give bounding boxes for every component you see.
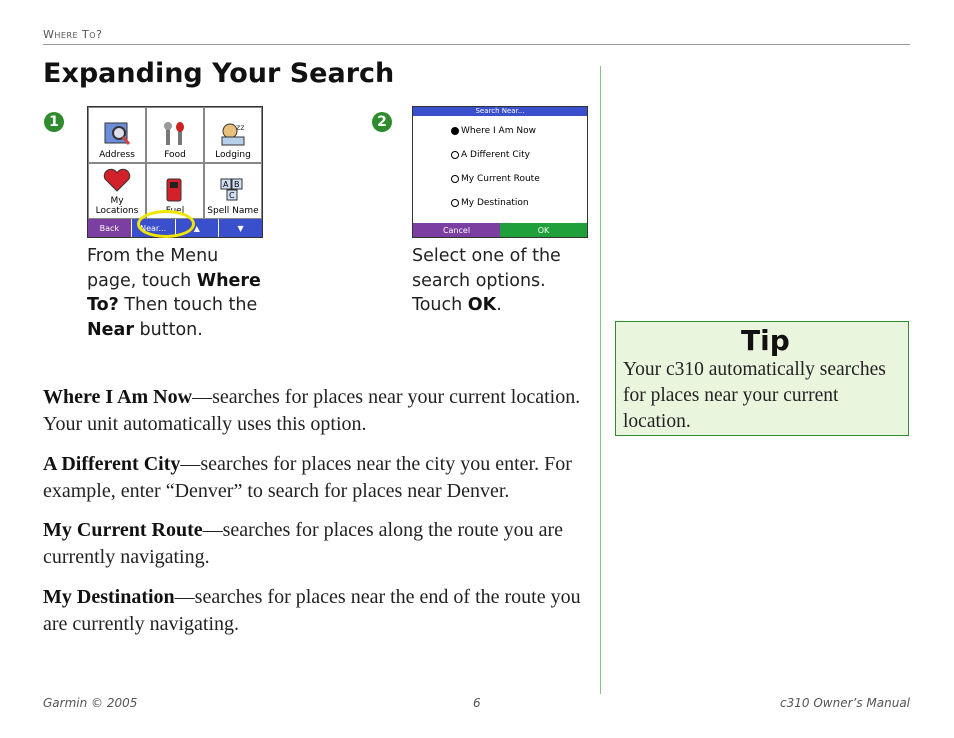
caption-text: . <box>496 295 502 315</box>
menu-cell-label: Lodging <box>215 150 251 160</box>
option-label: Where I Am Now <box>461 126 536 136</box>
radio-icon <box>451 151 459 159</box>
page-number: 6 <box>473 696 481 710</box>
description-text: —searches for places near the end of the route you are currently navigating. <box>43 586 581 635</box>
column-divider <box>600 66 601 694</box>
option-label: A Different City <box>461 150 530 160</box>
menu-cell-spell-name[interactable] <box>204 163 262 219</box>
ok-button[interactable]: OK <box>500 223 587 237</box>
tip-box <box>615 321 909 436</box>
heart-icon <box>102 167 132 193</box>
address-icon <box>102 121 132 147</box>
step-2-caption <box>412 244 587 318</box>
option-label: My Destination <box>461 198 529 208</box>
menu-cell-label: My Locations <box>95 196 139 216</box>
description-term: My Destination <box>43 586 175 608</box>
caption-text: Then touch the <box>118 295 258 315</box>
lodging-icon <box>218 121 248 147</box>
menu-cell-food[interactable] <box>146 107 204 163</box>
caption-text: From the Menu page, touch <box>87 246 219 291</box>
menu-cell-lodging[interactable] <box>204 107 262 163</box>
svg-text:C: C <box>229 191 235 200</box>
tip-title: Tip <box>741 324 790 357</box>
caption-bold: Near <box>87 319 134 340</box>
step-number-2: 2 <box>372 112 392 132</box>
fuel-pump-icon <box>160 177 190 203</box>
description-destination <box>43 584 593 638</box>
caption-text: button. <box>133 319 203 340</box>
footer-left: Garmin © 2005 <box>43 696 138 710</box>
menu-cell-label: Fuel <box>165 206 185 216</box>
abc-blocks-icon <box>218 177 248 203</box>
radio-selected-icon <box>451 127 459 135</box>
step-number-1: 1 <box>44 112 64 132</box>
option-current-route[interactable] <box>451 174 540 184</box>
triangle-up-icon: ▲ <box>193 223 200 233</box>
section-header: Where To? <box>43 28 103 41</box>
menu-cell-label: Spell Name <box>207 206 259 216</box>
triangle-down-icon: ▼ <box>237 223 244 233</box>
description-term: My Current Route <box>43 519 203 541</box>
description-current-route <box>43 517 593 571</box>
option-destination[interactable] <box>451 198 529 208</box>
cancel-button[interactable]: Cancel <box>413 223 500 237</box>
option-different-city[interactable] <box>451 150 530 160</box>
back-button[interactable]: Back <box>88 219 132 237</box>
description-term: A Different City <box>43 453 181 475</box>
caption-bold: OK <box>467 295 497 315</box>
description-where-i-am-now <box>43 384 593 438</box>
page-title: Expanding Your Search <box>43 58 395 89</box>
menu-cell-address[interactable] <box>88 107 146 163</box>
radio-icon <box>451 199 459 207</box>
near-button[interactable]: Near... <box>132 219 176 237</box>
tip-text: Your c310 automatically searches for places near your current location. <box>623 359 886 432</box>
menu-cell-label: Address <box>99 150 135 160</box>
caption-text: Select one of the search options. Touch <box>412 246 561 315</box>
menu-cell-my-locations[interactable] <box>88 163 146 219</box>
description-text: —searches for places near the city you enter. For example, enter “Denver” to search for places near Denver. <box>43 453 572 502</box>
radio-icon <box>451 175 459 183</box>
step-1-caption <box>87 244 272 342</box>
menu-cell-label: Food <box>164 150 186 160</box>
description-text: —searches for places along the route you are currently navigating. <box>43 519 564 568</box>
option-where-i-am-now[interactable] <box>451 126 536 136</box>
screen-title: Search Near... <box>413 107 587 116</box>
search-near-screen <box>412 106 588 238</box>
option-label: My Current Route <box>461 174 540 184</box>
description-text: —searches for places near your current location. Your unit automatically uses this option. <box>43 386 581 435</box>
description-different-city <box>43 451 593 505</box>
svg-text:B: B <box>234 180 240 189</box>
header-rule <box>43 44 910 45</box>
description-term: Where I Am Now <box>43 386 193 408</box>
footer-right: c310 Owner’s Manual <box>780 696 910 710</box>
scroll-down-button[interactable] <box>219 219 262 237</box>
svg-text:A: A <box>223 180 229 189</box>
svg-text:zz: zz <box>236 123 245 132</box>
near-highlight-ring <box>137 210 195 238</box>
caption-bold: Where To? <box>87 270 261 315</box>
fork-knife-icon <box>160 121 190 147</box>
